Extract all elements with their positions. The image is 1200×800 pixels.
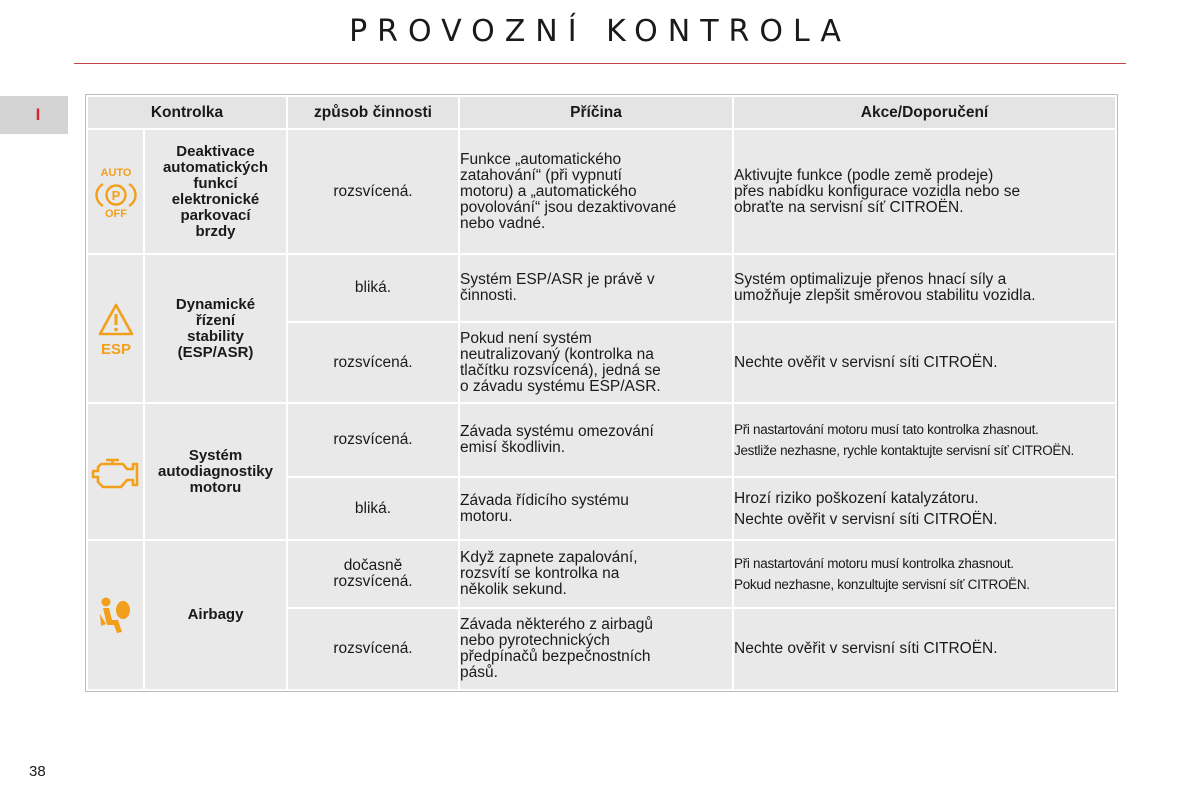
operation-mode <box>287 254 459 322</box>
text-line: Hrozí riziko poškození katalyzátoru. <box>734 489 979 507</box>
header-zpusob-cinnosti: způsob činnosti <box>287 96 459 129</box>
text-line: Závada řídicího systému <box>460 491 629 509</box>
text-line: řízení <box>195 311 236 329</box>
text-line: obraťte na servisní síť CITROËN. <box>734 198 964 216</box>
icon-label-esp: ESP <box>100 340 131 356</box>
text-line: Funkce „automatického <box>460 150 622 168</box>
text-line: několik sekund. <box>460 581 567 598</box>
text-line: Závada některého z airbagů <box>460 616 654 633</box>
text-line: elektronické <box>171 190 260 208</box>
text-line: (ESP/ASR) <box>177 343 254 361</box>
warning-lights-table <box>86 95 1117 691</box>
icon-label-off: OFF <box>104 207 127 219</box>
action <box>733 540 1116 608</box>
text-line: činnosti. <box>460 287 517 304</box>
cause <box>459 540 733 608</box>
title-rule <box>74 63 1126 64</box>
text-line: tlačítku rozsvícená), jedná se <box>460 361 661 379</box>
airbag-icon <box>87 540 144 690</box>
text-line: Nechte ověřit v servisní síti CITROËN. <box>734 640 998 657</box>
action <box>733 129 1116 254</box>
text-line: rozsvítí se kontrolka na <box>460 565 620 582</box>
text-line: Pokud nezhasne, konzultujte servisní síť CITROËN. <box>734 577 1030 592</box>
text-line: zatahování“ (při vypnutí <box>460 166 622 184</box>
esp-warning-icon <box>87 254 144 403</box>
light-name <box>144 254 287 403</box>
icon-label-auto: AUTO <box>100 166 131 179</box>
text-line: rozsvícená. <box>333 182 413 200</box>
text-line: Systém optimalizuje přenos hnací síly a <box>734 271 1007 288</box>
light-name <box>144 540 287 690</box>
text-line: rozsvícená. <box>333 573 413 590</box>
operation-mode <box>287 129 459 254</box>
operation-mode <box>287 322 459 403</box>
text-line: přes nabídku konfigurace vozidla nebo se <box>734 182 1021 200</box>
text-line: předpínačů bezpečnostních <box>460 648 651 665</box>
text-line: funkcí <box>193 174 238 192</box>
cause <box>459 403 733 477</box>
text-line: autodiagnostiky <box>157 462 273 480</box>
page-title: PROVOZNÍ KONTROLA <box>349 14 851 49</box>
table-row <box>87 540 1116 608</box>
text-line: bliká. <box>354 499 392 517</box>
action <box>733 254 1116 322</box>
table-row <box>87 403 1116 477</box>
operation-mode <box>287 403 459 477</box>
text-line: Jestliže nezhasne, rychle kontaktujte servisní síť CITROËN. <box>734 443 1074 458</box>
text-line: rozsvícená. <box>333 640 413 657</box>
action <box>733 608 1116 690</box>
text-line: emisí škodlivin. <box>460 439 566 456</box>
chapter-letter: I <box>35 105 41 124</box>
text-line: Při nastartování motoru musí kontrolka zhasnout. <box>734 556 1014 571</box>
text-line: nebo vadné. <box>460 214 546 232</box>
header-pricina: Příčina <box>459 96 733 129</box>
text-line: bliká. <box>354 279 392 296</box>
text-line: Aktivujte funkce (podle země prodeje) <box>734 166 994 184</box>
text-line: neutralizovaný (kontrolka na <box>460 345 654 363</box>
text-line: parkovací <box>180 206 251 224</box>
action <box>733 322 1116 403</box>
text-line: brzdy <box>195 222 236 240</box>
light-name <box>144 403 287 540</box>
page-number: 38 <box>29 763 46 780</box>
icon-label-p: P <box>111 187 120 203</box>
text-line: automatických <box>162 158 269 176</box>
text-line: Deaktivace <box>176 142 255 160</box>
text-line: Dynamické <box>175 295 256 313</box>
text-line: Nechte ověřit v servisní síti CITROËN. <box>734 353 998 371</box>
header-kontrolka: Kontrolka <box>87 96 287 129</box>
table-row <box>87 129 1116 254</box>
text-line: motoru <box>189 478 242 496</box>
text-line: pásů. <box>460 664 498 681</box>
text-line: povolování“ jsou dezaktivované <box>460 198 677 216</box>
table-row <box>87 254 1116 322</box>
cause <box>459 322 733 403</box>
text-line: Při nastartování motoru musí tato kontrolka zhasnout. <box>734 422 1039 437</box>
cause <box>459 254 733 322</box>
cause <box>459 477 733 540</box>
action <box>733 477 1116 540</box>
light-name <box>144 129 287 254</box>
text-line: rozsvícená. <box>333 431 413 448</box>
text-line: Airbagy <box>187 606 244 623</box>
text-line: o závadu systému ESP/ASR. <box>460 377 661 395</box>
chapter-tab <box>0 96 68 134</box>
cause <box>459 608 733 690</box>
text-line: stability <box>187 327 244 345</box>
text-line: Systém <box>188 446 243 464</box>
parking-brake-auto-off-icon <box>87 129 144 254</box>
table-header-row <box>87 96 1116 129</box>
text-line: motoru) a „automatického <box>460 182 637 200</box>
text-line: Pokud není systém <box>460 329 592 347</box>
engine-diagnostics-icon <box>87 403 144 540</box>
text-line: nebo pyrotechnických <box>460 632 610 649</box>
text-line: motoru. <box>460 507 513 525</box>
header-akce-doporuceni: Akce/Doporučení <box>733 96 1116 129</box>
text-line: Když zapnete zapalování, <box>460 549 638 566</box>
text-line: dočasně <box>343 557 403 574</box>
text-line: Systém ESP/ASR je právě v <box>460 271 655 288</box>
operation-mode <box>287 540 459 608</box>
text-line: rozsvícená. <box>333 353 413 371</box>
action <box>733 403 1116 477</box>
cause <box>459 129 733 254</box>
operation-mode <box>287 477 459 540</box>
text-line: Závada systému omezování <box>460 423 654 440</box>
operation-mode <box>287 608 459 690</box>
text-line: Nechte ověřit v servisní síti CITROËN. <box>734 510 998 528</box>
text-line: umožňuje zlepšit směrovou stabilitu vozidla. <box>734 287 1036 304</box>
